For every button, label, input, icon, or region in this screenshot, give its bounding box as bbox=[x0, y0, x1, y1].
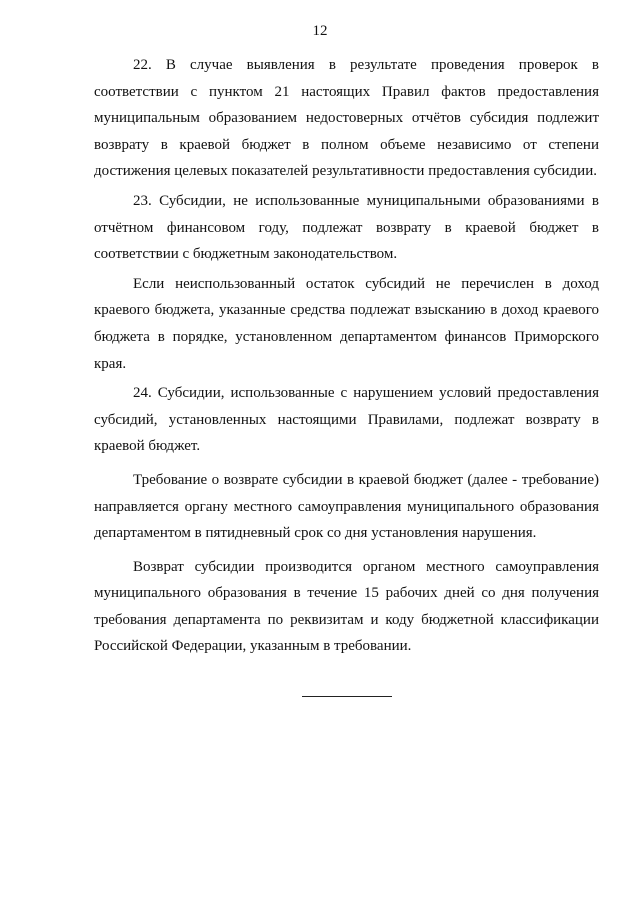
paragraph-unused-balance: Если неиспользованный остаток субсидий не перечислен в доход краевого бюджета, указанные средства подлежат взысканию в доход краевого бюджета в порядке, установленном департаментом финансов Приморского края. bbox=[94, 275, 599, 372]
paragraph-refund-procedure: Возврат субсидии производится органом местного самоуправления муниципального образования в течение 15 рабочих дней со дня получения требования департамента по реквизитам и коду бюджетной классификации Российской Федерации, указанным в требовании. bbox=[94, 558, 599, 655]
paragraph-refund-requirement: Требование о возврате субсидии в краевой бюджет (далее - требование) направляется органу местного самоуправления муниципального образования департаментом в пятидневный срок со дня установления нарушения. bbox=[94, 471, 599, 542]
paragraph-22: 22. В случае выявления в результате проведения проверок в соответствии с пунктом 21 настоящих Правил фактов предоставления муниципальным образованием недостоверных отчётов субсидия подлежит возврату в краевой бюджет в полном объеме независимо от степени достижения целевых показателей результативности предоставления субсидии. bbox=[94, 57, 599, 180]
closing-divider-line bbox=[302, 696, 392, 697]
page-number: 12 bbox=[312, 23, 328, 39]
document-body bbox=[94, 52, 599, 663]
paragraph-23: 23. Субсидии, не использованные муниципальными образованиями в отчётном финансовом году, подлежат возврату в краевой бюджет в соответствии с бюджетным законодательством. bbox=[94, 192, 599, 263]
paragraph-24: 24. Субсидии, использованные с нарушением условий предоставления субсидий, установленных настоящими Правилами, подлежат возврату в краевой бюджет. bbox=[94, 385, 599, 455]
